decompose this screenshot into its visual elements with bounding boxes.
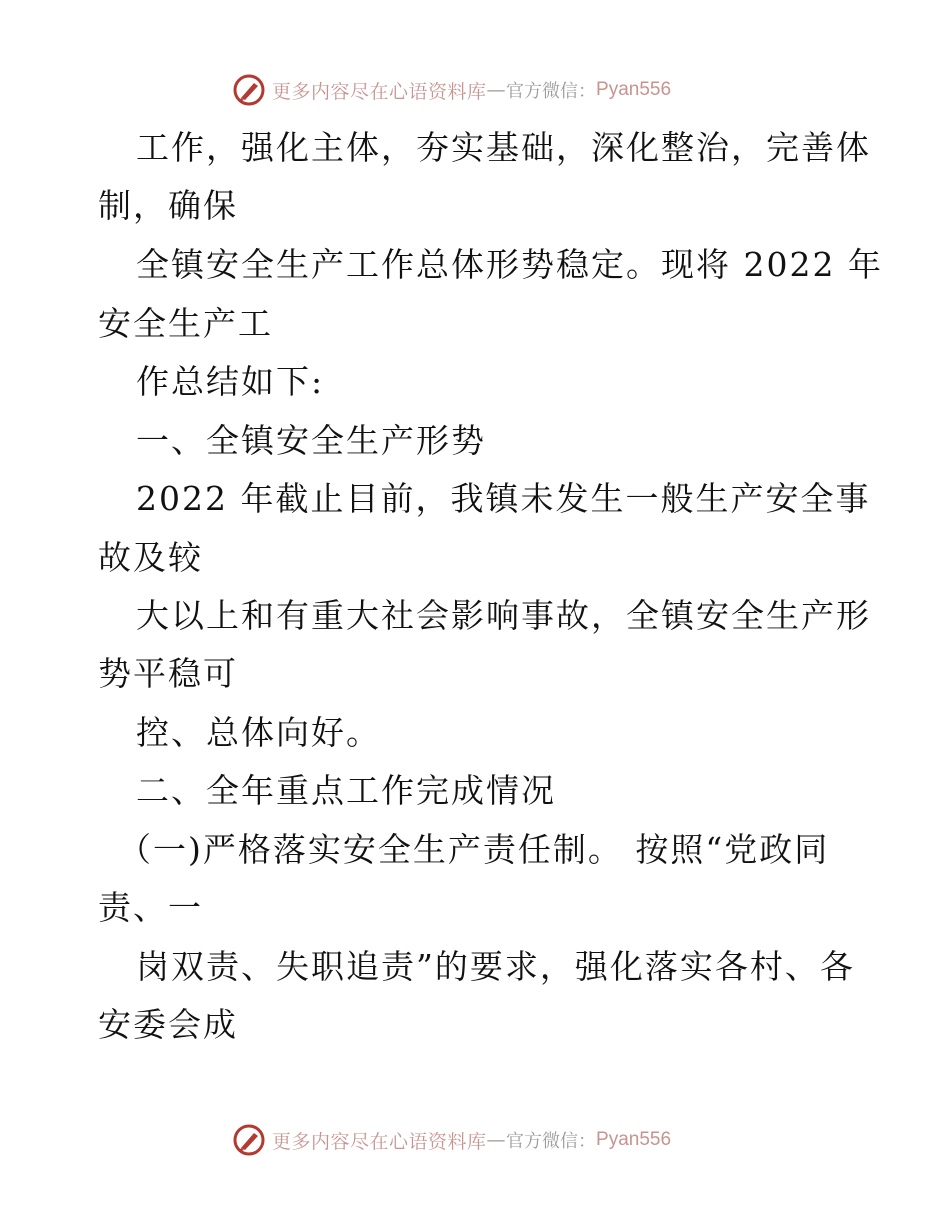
text-line: 大以上和有重大社会影响事故，全镇安全生产形 bbox=[136, 596, 871, 635]
text-line: 制，确保 bbox=[98, 186, 238, 225]
text-line: 岗双责、失职追责”的要求，强化落实各村、各 bbox=[136, 947, 855, 986]
banner-wechat-id: Pyan556 bbox=[596, 79, 672, 100]
text-line: 安委会成 bbox=[98, 1005, 238, 1044]
pen-logo-icon bbox=[232, 73, 266, 107]
pen-logo-icon bbox=[232, 1123, 266, 1157]
banner-wechat-id: Pyan556 bbox=[596, 1129, 672, 1150]
text-line: 势平稳可 bbox=[98, 654, 238, 693]
text-line: （一)严格落实安全生产责任制。 按照“党政同 bbox=[118, 830, 830, 869]
banner-wechat-label: 官方微信： bbox=[506, 1131, 597, 1152]
banner-site-text: 更多内容尽在心语资料库 bbox=[272, 80, 487, 103]
footer-banner bbox=[232, 1120, 671, 1160]
header-banner bbox=[232, 70, 671, 110]
banner-separator: — bbox=[486, 1129, 507, 1151]
section-heading: 二、全年重点工作完成情况 bbox=[136, 771, 556, 810]
section-heading: 一、全镇安全生产形势 bbox=[136, 421, 486, 460]
banner-site-text: 更多内容尽在心语资料库 bbox=[272, 1130, 487, 1153]
text-line: 故及较 bbox=[98, 538, 203, 577]
text-line: 安全生产工 bbox=[98, 304, 273, 343]
text-line: 作总结如下: bbox=[136, 362, 325, 401]
text-line: 责、一 bbox=[98, 888, 203, 927]
text-line: 工作，强化主体，夯实基础，深化整治，完善体 bbox=[136, 128, 871, 167]
banner-separator: — bbox=[486, 79, 507, 101]
text-line: 控、总体向好。 bbox=[136, 713, 381, 752]
text-line: 2022 年截止目前，我镇未发生一般生产安全事 bbox=[136, 479, 871, 518]
banner-wechat-label: 官方微信： bbox=[506, 81, 597, 102]
text-line: 全镇安全生产工作总体形势稳定。现将 2022 年 bbox=[136, 245, 883, 284]
